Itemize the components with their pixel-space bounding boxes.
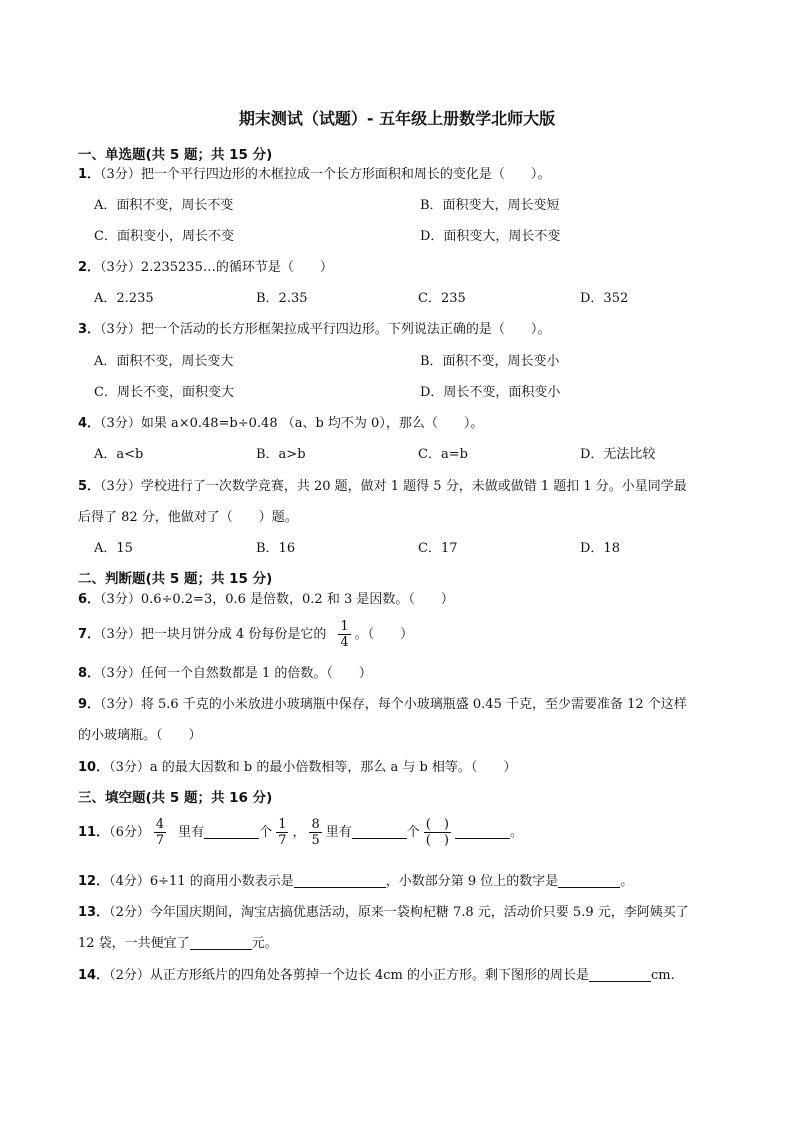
text-li-you: 里有 xyxy=(178,825,205,840)
option-a: A．15 xyxy=(94,541,133,556)
fraction-eight-fifths xyxy=(309,817,321,848)
option-d: D．面积变大，周长不变 xyxy=(420,229,561,244)
answer-blank[interactable] xyxy=(352,824,407,839)
fraction-four-sevenths xyxy=(154,817,166,848)
fraction-numerator: ( ) xyxy=(425,817,449,832)
question-number: 8． xyxy=(78,666,101,681)
question-number: 11． xyxy=(78,825,110,840)
question-number: 3． xyxy=(78,322,101,337)
question-number: 4． xyxy=(78,416,101,431)
option-b: B．16 xyxy=(256,541,296,556)
fraction-numerator: 8 xyxy=(311,817,320,832)
fraction-denominator: 4 xyxy=(340,635,349,650)
answer-blank[interactable] xyxy=(558,873,620,888)
option-b: B．2.35 xyxy=(256,291,308,306)
answer-blank[interactable] xyxy=(294,873,386,888)
option-d: D．无法比较 xyxy=(580,447,656,462)
question-9-continued: 的小玻璃瓶。（ ） xyxy=(78,728,202,743)
unit-text: cm. xyxy=(651,968,675,983)
question-text: （3分）2.235235…的循环节是（ ） xyxy=(100,260,333,275)
question-number: 7． xyxy=(78,627,101,642)
section-heading-1: 一、单选题(共 5 题；共 15 分) xyxy=(78,147,273,163)
question-5-continued: 后得了 82 分，他做对了（ ）题。 xyxy=(78,510,298,525)
question-text: （3分）把一块月饼分成 4 份每份是它的 xyxy=(100,627,327,642)
option-d: D．18 xyxy=(580,541,620,556)
text-comma: ， xyxy=(292,825,306,840)
question-7 xyxy=(78,618,413,652)
question-5 xyxy=(78,478,687,496)
question-4 xyxy=(78,415,483,433)
question-number: 12． xyxy=(78,874,110,889)
option-c: C．235 xyxy=(418,291,466,306)
section-heading-2: 二、判断题(共 5 题；共 15 分) xyxy=(78,571,273,587)
option-b: B．面积不变，周长变小 xyxy=(420,354,560,369)
fraction-numerator: 4 xyxy=(155,817,165,832)
question-number: 1． xyxy=(78,167,101,182)
option-d: D．周长不变，面积变小 xyxy=(420,385,561,400)
question-score: （6分） xyxy=(109,825,150,840)
question-text: （3分）0.6÷0.2=3，0.6 是倍数，0.2 和 3 是因数。（ ） xyxy=(100,592,454,607)
option-c: C．面积变小，周长不变 xyxy=(94,229,234,244)
fraction-numerator: 1 xyxy=(340,619,349,634)
option-b: B．面积变大，周长变短 xyxy=(420,198,560,213)
answer-blank[interactable] xyxy=(589,967,651,982)
option-c: C．周长不变，面积变大 xyxy=(94,385,234,400)
question-text: 12 袋，一共便宜了 xyxy=(78,936,190,951)
question-text: （3分）将 5.6 千克的小米放进小玻璃瓶中保存，每个小玻璃瓶盛 0.45 千克，至少需要准备 12 个这样 xyxy=(100,697,687,712)
answer-blank[interactable] xyxy=(204,824,259,839)
section-heading-3: 三、填空题(共 5 题；共 16 分) xyxy=(78,790,273,806)
question-14 xyxy=(78,967,675,985)
question-text: （3分）如果 a×0.48=b÷0.48 （a、b 均不为 0），那么（ ）。 xyxy=(100,416,484,431)
question-11 xyxy=(78,813,523,853)
answer-blank[interactable] xyxy=(190,935,252,950)
option-a: A．面积不变，周长不变 xyxy=(94,198,234,213)
option-a: A．2.235 xyxy=(94,291,154,306)
option-d: D．352 xyxy=(580,291,629,306)
option-a: A．a<b xyxy=(94,447,144,462)
fraction-blank[interactable] xyxy=(424,817,451,848)
question-13-continued xyxy=(78,935,278,953)
question-10 xyxy=(78,759,516,777)
fraction-denominator: 7 xyxy=(278,833,287,848)
question-number: 6． xyxy=(78,592,101,607)
fraction-denominator: 5 xyxy=(311,833,320,848)
text-ge: 个 xyxy=(406,825,420,840)
question-text: ，小数部分第 9 位上的数字是 xyxy=(385,874,559,889)
question-text: （3分）任何一个自然数都是 1 的倍数。（ ） xyxy=(100,666,372,681)
text-li-you: 里有 xyxy=(325,825,352,840)
answer-blank[interactable] xyxy=(455,824,510,839)
option-c: C．17 xyxy=(418,541,458,556)
option-c: C．a=b xyxy=(418,447,468,462)
question-text: （2分）从正方形纸片的四角处各剪掉一个边长 4cm 的小正方形。剩下图形的周长是 xyxy=(109,968,590,983)
text-end: 。 xyxy=(620,874,634,889)
fraction-denominator: ( ) xyxy=(425,833,449,848)
fraction-one-seventh xyxy=(276,817,288,848)
fraction-denominator: 7 xyxy=(155,833,165,848)
option-b: B．a>b xyxy=(256,447,306,462)
fraction-one-quarter xyxy=(338,619,350,650)
text-ge: 个 xyxy=(259,825,273,840)
question-number: 5． xyxy=(78,479,101,494)
question-number: 14． xyxy=(78,968,110,983)
question-12 xyxy=(78,873,633,891)
question-text: （4分）6÷11 的商用小数表示是 xyxy=(109,874,294,889)
question-3 xyxy=(78,321,550,339)
page-title: 期末测试（试题）- 五年级上册数学北师大版 xyxy=(238,109,556,128)
question-text: （3分）a 的最大因数和 b 的最小倍数相等，那么 a 与 b 相等。（ ） xyxy=(109,760,517,775)
question-6 xyxy=(78,591,454,609)
text-end: 。 xyxy=(509,825,523,840)
question-text: （2分）今年国庆期间，淘宝店搞优惠活动，原来一袋枸杞糖 7.8 元，活动价只要 5.9 元，李阿姨买了 xyxy=(109,905,689,920)
question-number: 9． xyxy=(78,697,101,712)
question-number: 10． xyxy=(78,760,110,775)
question-text: （3分）把一个活动的长方形框架拉成平行四边形。下列说法正确的是（ ）。 xyxy=(100,322,551,337)
question-13 xyxy=(78,904,689,922)
question-9 xyxy=(78,696,687,714)
question-1 xyxy=(78,166,550,184)
option-a: A．面积不变，周长变大 xyxy=(94,354,234,369)
question-text-end: 元。 xyxy=(251,936,278,951)
fraction-numerator: 1 xyxy=(278,817,287,832)
question-text: （3分）把一个平行四边形的木框拉成一个长方形面积和周长的变化是（ ）。 xyxy=(100,167,551,182)
question-text-end: 。（ ） xyxy=(354,627,414,642)
question-2 xyxy=(78,259,333,277)
question-8 xyxy=(78,665,372,683)
question-number: 13． xyxy=(78,905,110,920)
question-number: 2． xyxy=(78,260,101,275)
question-text: （3分）学校进行了一次数学竞赛，共 20 题，做对 1 题得 5 分，未做或做错 1 题扣 1 分。小星同学最 xyxy=(100,479,687,494)
